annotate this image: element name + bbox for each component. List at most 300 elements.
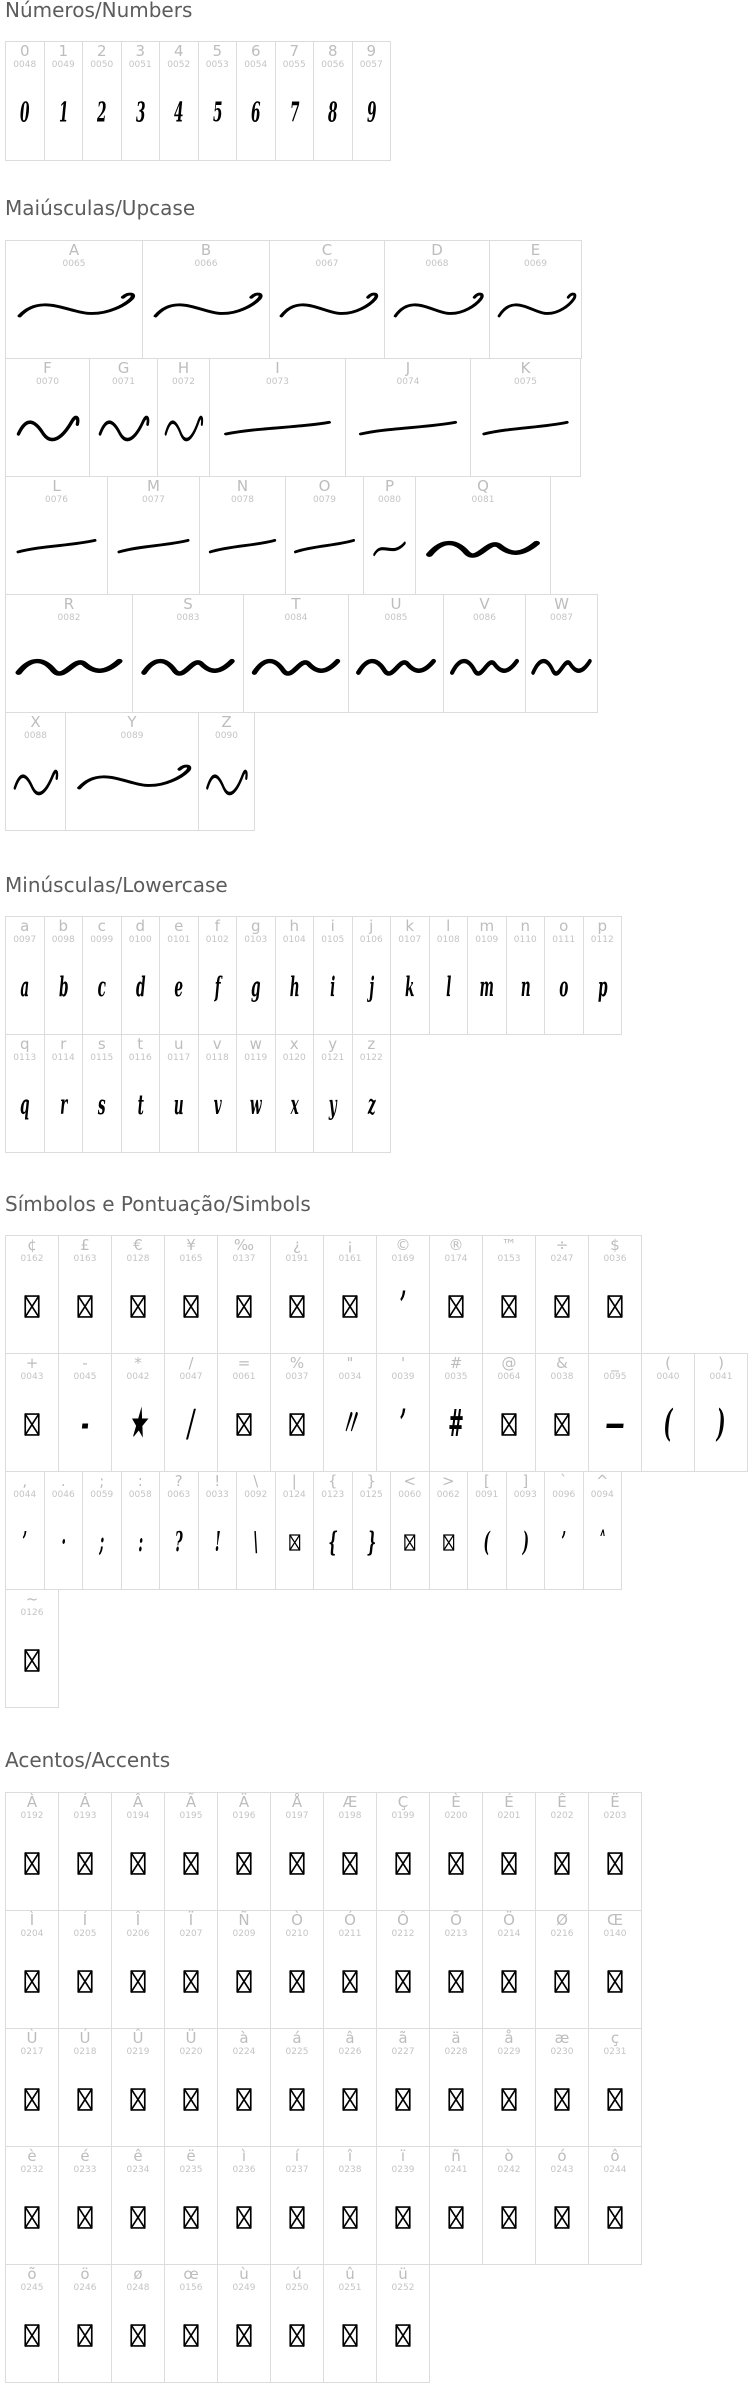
glyph-code-label: 0045 (73, 1372, 97, 1382)
glyph-cell (535, 2028, 589, 2147)
glyph-preview-text: e (174, 971, 184, 1004)
glyph-preview (430, 943, 468, 1032)
glyph-shape (391, 943, 429, 1032)
section-title-accents: Acentos/Accents (5, 1748, 171, 1772)
glyph-code-label: 0110 (513, 935, 537, 945)
glyph-code-label: 0226 (338, 2047, 362, 2057)
glyph-cell (376, 1235, 430, 1354)
glyph-shape (83, 943, 121, 1032)
glyph-code-label: 0214 (497, 1929, 521, 1939)
glyph-cell (429, 1353, 483, 1472)
glyph-preview (324, 1819, 376, 1908)
glyph-char-label: T (291, 595, 301, 613)
glyph-preview-text: u (173, 1089, 184, 1122)
glyph-char-label: O (318, 477, 331, 495)
glyph-char-label: ] (522, 1472, 529, 1490)
glyph-cell (588, 2028, 642, 2147)
glyph-cell (270, 1792, 324, 1911)
glyph-code-label: 0102 (205, 935, 229, 945)
glyph-char-label: ¿ (293, 1236, 301, 1254)
glyph-char-label: Ã (185, 1793, 197, 1811)
glyph-shape (377, 2173, 429, 2262)
glyph-cell (313, 1034, 353, 1153)
glyph-preview (122, 68, 160, 158)
glyph-char-label: j (369, 917, 374, 935)
glyph-preview (6, 739, 65, 828)
glyph-code-label: 0224 (232, 2047, 256, 2057)
glyph-char-label: S (183, 595, 193, 613)
glyph-shape (6, 2291, 58, 2380)
glyph-char-label: Y (127, 713, 137, 731)
glyph-char-label: Ø (556, 1911, 568, 1929)
glyph-preview (276, 68, 314, 158)
glyph-preview (112, 2291, 164, 2380)
glyph-preview (199, 1498, 237, 1587)
glyph-shape (271, 2173, 323, 2262)
glyph-char-label: - (82, 1354, 88, 1372)
glyph-preview (377, 2055, 429, 2144)
glyph-preview (218, 1380, 270, 1469)
glyph-preview (218, 2173, 270, 2262)
glyph-code-label: 0060 (398, 1490, 422, 1500)
glyph-char-label: g (250, 917, 261, 935)
glyph-code-label: 0204 (20, 1929, 44, 1939)
glyph-char-label: l (446, 917, 451, 935)
section-title-symbols: Símbolos e Pontuação/Simbols (5, 1192, 311, 1216)
glyph-char-label: 8 (327, 42, 338, 60)
glyph-char-label: © (395, 1236, 411, 1254)
glyph-preview-text: ’ (399, 1401, 407, 1447)
glyph-shape (589, 1262, 641, 1351)
glyph-cell (390, 1471, 430, 1590)
glyph-preview-text: ) (522, 1526, 529, 1559)
glyph-char-label: ì (241, 2147, 247, 2165)
glyph-cell (5, 358, 90, 477)
glyph-code-label: 0051 (128, 60, 152, 70)
glyph-char-label: ñ (451, 2147, 461, 2165)
glyph-preview-text: — (605, 1401, 625, 1447)
glyph-cell (470, 358, 581, 477)
glyph-preview-text: ★ (129, 1401, 147, 1447)
glyph-preview (59, 1937, 111, 2026)
glyph-cell (58, 1792, 112, 1911)
glyph-shape (218, 1819, 270, 1908)
glyph-code-label: 0050 (90, 60, 114, 70)
glyph-code-label: 0073 (266, 377, 289, 387)
glyph-shape (430, 1937, 482, 2026)
glyph-preview (271, 1380, 323, 1469)
glyph-preview (416, 503, 550, 592)
glyph-code-label: 0121 (321, 1053, 345, 1063)
glyph-shape (430, 1262, 482, 1351)
glyph-cell (198, 712, 255, 831)
glyph-char-label: n (520, 917, 530, 935)
glyph-char-label: Û (132, 2029, 144, 2047)
glyph-char-label: Ê (557, 1793, 567, 1811)
glyph-preview-text: } (366, 1526, 376, 1559)
glyph-preview (271, 1819, 323, 1908)
glyph-code-label: 0072 (172, 377, 195, 387)
glyph-cell (270, 1353, 324, 1472)
glyph-preview (353, 943, 391, 1032)
section-title-numbers: Números/Numbers (5, 0, 193, 22)
glyph-shape (133, 621, 243, 710)
glyph-preview (133, 621, 243, 710)
glyph-code-label: 0209 (232, 1929, 256, 1939)
glyph-preview (377, 1819, 429, 1908)
glyph-shape (218, 1262, 270, 1351)
glyph-cell (217, 2264, 271, 2383)
glyph-code-label: 0079 (313, 495, 336, 505)
glyph-shape (377, 1262, 429, 1351)
glyph-shape (165, 1937, 217, 2026)
glyph-preview (270, 267, 384, 356)
glyph-shape (270, 267, 384, 356)
glyph-cell (641, 1353, 695, 1472)
glyph-cell (209, 358, 346, 477)
glyph-code-label: 0082 (57, 613, 81, 623)
glyph-cell (111, 1235, 165, 1354)
glyph-char-label: \ (253, 1472, 259, 1490)
glyph-cell (44, 916, 84, 1035)
glyph-cell (415, 476, 551, 595)
glyph-preview (112, 1937, 164, 2026)
glyph-cell (5, 594, 133, 713)
glyph-preview (59, 2291, 111, 2380)
glyph-shape (218, 1937, 270, 2026)
glyph-preview (6, 1937, 58, 2026)
glyph-cell (199, 476, 286, 595)
glyph-cell (348, 594, 444, 713)
glyph-char-label: é (80, 2147, 90, 2165)
glyph-shape (353, 68, 391, 158)
glyph-cell (363, 476, 416, 595)
glyph-preview-text: - (81, 1401, 89, 1447)
glyph-char-label: ö (80, 2265, 90, 2283)
glyph-shape (483, 1262, 535, 1351)
glyph-cell (159, 1471, 199, 1590)
glyph-char-label: b (58, 917, 69, 935)
glyph-code-label: 0055 (282, 60, 306, 70)
glyph-preview (45, 943, 83, 1032)
glyph-cell (535, 1235, 589, 1354)
glyph-shape (536, 1380, 588, 1469)
glyph-preview (430, 1819, 482, 1908)
glyph-code-label: 0080 (378, 495, 401, 505)
glyph-preview (143, 267, 269, 356)
glyph-shape (324, 1262, 376, 1351)
glyph-char-label: } (366, 1472, 377, 1490)
glyph-preview-text: 2 (97, 97, 107, 129)
glyph-char-label: ò (504, 2147, 514, 2165)
glyph-code-label: 0115 (90, 1053, 114, 1063)
glyph-preview (66, 739, 198, 828)
glyph-shape (59, 1380, 111, 1469)
glyph-cell (285, 476, 364, 595)
glyph-preview-text: b (58, 971, 69, 1004)
glyph-shape (122, 68, 160, 158)
glyph-cell (482, 2146, 536, 2265)
glyph-preview-text: v (213, 1089, 222, 1122)
glyph-preview (483, 1819, 535, 1908)
glyph-preview-text: 8 (328, 97, 338, 129)
glyph-code-label: 0250 (285, 2283, 309, 2293)
glyph-cell (5, 1353, 59, 1472)
glyph-preview (430, 2173, 482, 2262)
glyph-cell (198, 916, 238, 1035)
glyph-code-label: 0064 (497, 1372, 521, 1382)
glyph-preview (536, 1937, 588, 2026)
glyph-char-label: i (330, 917, 335, 935)
glyph-cell (111, 1353, 165, 1472)
glyph-preview (545, 943, 583, 1032)
glyph-cell (164, 2264, 218, 2383)
glyph-preview-text: ) (716, 1401, 726, 1447)
glyph-cell (323, 1353, 377, 1472)
glyph-shape (589, 1819, 641, 1908)
glyph-preview-text: : (137, 1526, 143, 1559)
glyph-code-label: 0137 (232, 1254, 256, 1264)
glyph-preview (276, 1061, 314, 1150)
glyph-preview (237, 943, 275, 1032)
glyph-code-label: 0088 (24, 731, 47, 741)
glyph-cell (535, 2146, 589, 2265)
glyph-code-label: 0114 (51, 1053, 75, 1063)
glyph-cell (313, 916, 353, 1035)
glyph-char-label: = (237, 1354, 251, 1372)
glyph-cell (482, 1792, 536, 1911)
glyph-char-label: Ï (188, 1911, 194, 1929)
glyph-shape (6, 1061, 44, 1150)
glyph-cell (5, 1792, 59, 1911)
glyph-shape (210, 385, 345, 474)
glyph-shape (199, 739, 254, 828)
glyph-cell (217, 1792, 271, 1911)
glyph-preview-text: y (328, 1089, 337, 1122)
glyph-preview (112, 1262, 164, 1351)
glyph-code-label: 0118 (205, 1053, 229, 1063)
glyph-code-label: 0109 (475, 935, 499, 945)
glyph-shape (90, 385, 157, 474)
glyph-shape (483, 2055, 535, 2144)
glyph-shape (59, 1262, 111, 1351)
glyph-preview (218, 1937, 270, 2026)
glyph-char-label: Æ (342, 1793, 358, 1811)
glyph-char-label: Ñ (238, 1911, 250, 1929)
glyph-shape (545, 1498, 583, 1587)
glyph-cell (429, 1910, 483, 2029)
glyph-cell (82, 1471, 122, 1590)
glyph-code-label: 0249 (232, 2283, 256, 2293)
glyph-preview (112, 1819, 164, 1908)
glyph-preview-text: i (330, 971, 336, 1004)
glyph-preview (200, 503, 285, 592)
glyph-cell (352, 41, 392, 161)
glyph-code-label: 0228 (444, 2047, 468, 2057)
glyph-code-label: 0162 (20, 1254, 44, 1264)
glyph-shape (6, 2055, 58, 2144)
glyph-code-label: 0216 (550, 1929, 574, 1939)
glyph-cell (58, 1353, 112, 1472)
glyph-shape (584, 1498, 622, 1587)
glyph-shape (271, 1937, 323, 2026)
glyph-cell (5, 2264, 59, 2383)
glyph-code-label: 0042 (126, 1372, 150, 1382)
section-title-upcase: Maiúsculas/Upcase (5, 196, 196, 220)
glyph-char-label: ó (557, 2147, 567, 2165)
glyph-shape (160, 1498, 198, 1587)
glyph-char-label: ä (451, 2029, 461, 2047)
glyph-code-label: 0251 (338, 2283, 362, 2293)
glyph-code-label: 0220 (179, 2047, 203, 2057)
glyph-preview (483, 2055, 535, 2144)
glyph-shape (122, 1498, 160, 1587)
glyph-char-label: Ç (397, 1793, 409, 1811)
glyph-code-label: 0036 (603, 1254, 627, 1264)
glyph-char-label: X (30, 713, 41, 731)
glyph-char-label: è (27, 2147, 37, 2165)
glyph-shape (483, 1937, 535, 2026)
glyph-code-label: 0103 (244, 935, 268, 945)
glyph-code-label: 0066 (194, 259, 218, 269)
glyph-char-label: œ (183, 2265, 199, 2283)
glyph-preview (276, 943, 314, 1032)
glyph-code-label: 0071 (112, 377, 135, 387)
glyph-preview (377, 2291, 429, 2380)
glyph-char-label: < (403, 1472, 417, 1490)
glyph-char-label: m (479, 917, 495, 935)
glyph-cell (217, 1235, 271, 1354)
glyph-code-label: 0105 (321, 935, 345, 945)
glyph-char-label: @ (501, 1354, 517, 1372)
glyph-shape (430, 1819, 482, 1908)
glyph-shape (385, 267, 489, 356)
glyph-char-label: ø (133, 2265, 143, 2283)
glyph-preview-text: k (405, 971, 415, 1004)
glyph-preview (507, 1498, 545, 1587)
glyph-shape (108, 503, 199, 592)
glyph-char-label: v (212, 1035, 222, 1053)
glyph-preview-text: 4 (174, 97, 184, 129)
glyph-shape (45, 1498, 83, 1587)
glyph-char-label: 5 (212, 42, 223, 60)
glyph-preview-text: q (19, 1089, 30, 1122)
glyph-shape (589, 2055, 641, 2144)
glyph-code-label: 0033 (205, 1490, 229, 1500)
glyph-code-label: 0195 (179, 1811, 203, 1821)
glyph-preview (324, 1380, 376, 1469)
glyph-char-label: å (504, 2029, 514, 2047)
glyph-code-label: 0054 (244, 60, 268, 70)
glyph-char-label: Ó (344, 1911, 356, 1929)
glyph-code-label: 0085 (384, 613, 408, 623)
glyph-preview (536, 1380, 588, 1469)
glyph-cell (5, 41, 45, 161)
glyph-preview-text: g (250, 971, 261, 1004)
glyph-shape (122, 943, 160, 1032)
glyph-code-label: 0174 (444, 1254, 468, 1264)
glyph-cell (429, 1792, 483, 1911)
glyph-code-label: 0247 (550, 1254, 574, 1264)
glyph-code-label: 0091 (475, 1490, 499, 1500)
glyph-cell (164, 1235, 218, 1354)
glyph-shape (160, 68, 198, 158)
glyph-preview (59, 2055, 111, 2144)
glyph-code-label: 0106 (359, 935, 383, 945)
glyph-code-label: 0202 (550, 1811, 574, 1821)
glyph-preview (324, 2173, 376, 2262)
glyph-char-label: J (405, 359, 411, 377)
glyph-preview (353, 1498, 391, 1587)
glyph-code-label: 0081 (471, 495, 495, 505)
glyph-char-label: ú (292, 2265, 302, 2283)
glyph-char-label: Î (135, 1911, 141, 1929)
glyph-cell (376, 1910, 430, 2029)
glyph-shape (276, 1061, 314, 1150)
glyph-code-label: 0062 (436, 1490, 460, 1500)
glyph-shape (444, 621, 525, 710)
glyph-code-label: 0244 (603, 2165, 627, 2175)
glyph-code-label: 0227 (391, 2047, 415, 2057)
glyph-char-label: e (174, 917, 184, 935)
glyph-code-label: 0065 (62, 259, 86, 269)
glyph-cell (111, 2028, 165, 2147)
glyph-shape (165, 1819, 217, 1908)
glyph-shape (143, 267, 269, 356)
glyph-cell (506, 1471, 546, 1590)
glyph-cell (588, 1910, 642, 2029)
glyph-preview-text: 7 (289, 97, 299, 129)
glyph-cell (82, 41, 122, 161)
glyph-preview (6, 1616, 58, 1705)
glyph-code-label: 0196 (232, 1811, 256, 1821)
glyph-char-label: 7 (289, 42, 300, 60)
glyph-shape (6, 1262, 58, 1351)
glyph-char-label: ù (239, 2265, 249, 2283)
glyph-code-label: 0232 (20, 2165, 44, 2175)
glyph-code-label: 0123 (321, 1490, 345, 1500)
glyph-cell (5, 1589, 59, 1708)
glyph-preview-text: ’ (561, 1526, 567, 1559)
glyph-preview (536, 2173, 588, 2262)
glyph-shape (6, 1380, 58, 1469)
glyph-char-label: ÷ (555, 1236, 569, 1254)
glyph-shape (6, 943, 44, 1032)
glyph-preview-text: ’ (399, 1283, 407, 1329)
glyph-cell (482, 1235, 536, 1354)
glyph-code-label: 0039 (391, 1372, 415, 1382)
glyph-shape (6, 68, 44, 158)
glyph-char-label: Å (291, 1793, 303, 1811)
glyph-preview (430, 1937, 482, 2026)
glyph-cell (132, 594, 244, 713)
glyph-code-label: 0107 (398, 935, 422, 945)
glyph-preview (589, 2055, 641, 2144)
glyph-cell (5, 1034, 45, 1153)
glyph-code-label: 0117 (167, 1053, 191, 1063)
glyph-preview (271, 1937, 323, 2026)
glyph-code-label: 0058 (128, 1490, 152, 1500)
glyph-shape (430, 943, 468, 1032)
glyph-char-label: H (177, 359, 190, 377)
glyph-char-label: Ë (610, 1793, 620, 1811)
glyph-preview (6, 1380, 58, 1469)
glyph-char-label: ™ (501, 1236, 517, 1254)
glyph-cell (107, 476, 200, 595)
glyph-code-label: 0245 (20, 2283, 44, 2293)
glyph-preview-text: 1 (58, 97, 68, 129)
glyph-char-label: | (291, 1472, 297, 1490)
